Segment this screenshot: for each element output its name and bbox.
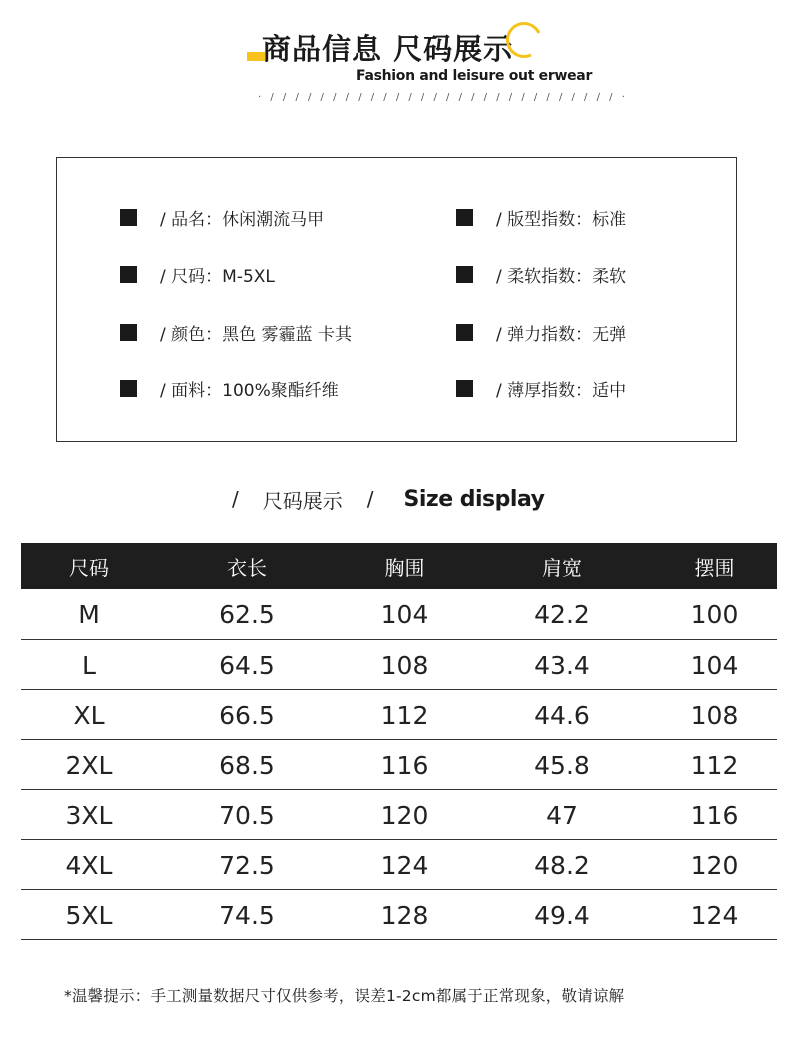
info-value: 100%聚酯纤维 [222,380,339,401]
size-title-en: Size display [403,486,545,512]
table-cell: 64.5 [157,639,337,689]
info-value: 休闲潮流马甲 [222,209,325,230]
info-label: / 薄厚指数： [496,380,593,401]
size-section-title [232,482,544,516]
title-slash: / [232,487,239,511]
info-item-softness [456,262,626,286]
info-label: / 弹力指数： [496,324,593,345]
table-row [21,789,777,839]
square-bullet-icon [120,266,137,283]
info-item-size [120,262,275,286]
table-cell: 3XL [21,789,157,839]
table-cell: 5XL [21,889,157,939]
table-cell: 62.5 [157,589,337,639]
footer-note: *温馨提示：手工测量数据尺寸仅供参考，误差1-2cm都属于正常现象，敬请谅解 [64,987,625,1005]
square-bullet-icon [120,380,137,397]
column-header: 胸围 [337,543,472,589]
table-cell: 108 [337,639,472,689]
decorative-divider: · / / / / / / / / / / / / / / / / / / / / / / / / / / / / · [258,92,628,103]
table-cell: 108 [652,689,777,739]
square-bullet-icon [456,209,473,226]
table-cell: M [21,589,157,639]
table-row [21,639,777,689]
table-cell: 68.5 [157,739,337,789]
info-value: 无弹 [592,324,627,345]
table-cell: 42.2 [472,589,652,639]
column-header: 尺码 [21,543,157,589]
page-subtitle: Fashion and leisure out erwear [356,68,593,84]
table-cell: 124 [652,889,777,939]
title-slash: / [366,487,374,511]
table-cell: 2XL [21,739,157,789]
info-item-elasticity [456,320,626,344]
table-cell: 116 [652,789,777,839]
table-row [21,889,777,939]
table-cell: L [21,639,157,689]
page-title: 商品信息 尺码展示 [262,32,514,66]
table-cell: 70.5 [157,789,337,839]
size-title-cn: 尺码展示 [262,488,343,513]
column-header: 衣长 [157,543,337,589]
table-cell: 74.5 [157,889,337,939]
size-table [21,543,777,940]
square-bullet-icon [456,266,473,283]
table-cell: 45.8 [472,739,652,789]
info-item-fit [456,205,626,229]
table-cell: XL [21,689,157,739]
info-value: 柔软 [592,266,627,287]
info-item-color [120,320,352,344]
table-cell: 4XL [21,839,157,889]
table-cell: 44.6 [472,689,652,739]
square-bullet-icon [120,209,137,226]
info-label: / 柔软指数： [496,266,593,287]
info-label: / 品名： [160,209,223,230]
table-cell: 72.5 [157,839,337,889]
column-header: 肩宽 [472,543,652,589]
table-cell: 49.4 [472,889,652,939]
table-cell: 112 [337,689,472,739]
table-cell: 66.5 [157,689,337,739]
info-item-thickness [456,376,626,400]
table-row [21,839,777,889]
table-cell: 104 [337,589,472,639]
square-bullet-icon [120,324,137,341]
info-label: / 面料： [160,380,223,401]
table-cell: 120 [652,839,777,889]
square-bullet-icon [456,380,473,397]
info-value: 适中 [592,380,627,401]
info-value: M-5XL [222,266,275,287]
square-bullet-icon [456,324,473,341]
info-label: / 尺码： [160,266,223,287]
info-value: 黑色 雾霾蓝 卡其 [222,324,352,345]
table-row [21,589,777,639]
column-header: 摆围 [652,543,777,589]
info-value: 标准 [592,209,627,230]
table-row [21,689,777,739]
table-cell: 116 [337,739,472,789]
table-row [21,739,777,789]
table-header-row [21,543,777,589]
table-cell: 47 [472,789,652,839]
header [0,0,790,110]
info-item-name [120,205,324,229]
table-cell: 43.4 [472,639,652,689]
info-label: / 颜色： [160,324,223,345]
table-cell: 124 [337,839,472,889]
table-cell: 128 [337,889,472,939]
table-cell: 48.2 [472,839,652,889]
table-cell: 112 [652,739,777,789]
product-info-box [56,157,737,442]
table-cell: 104 [652,639,777,689]
info-item-fabric [120,376,339,400]
info-label: / 版型指数： [496,209,593,230]
table-cell: 120 [337,789,472,839]
table-cell: 100 [652,589,777,639]
